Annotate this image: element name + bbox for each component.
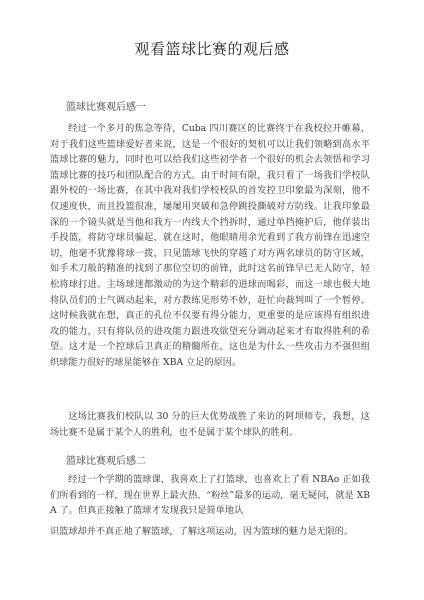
page-title: 观看篮球比赛的观后感	[134, 40, 290, 58]
section1-paragraph-1	[50, 121, 370, 371]
section2-paragraph-1	[50, 472, 370, 519]
paragraph-text: 这场比赛我们校队以 30 分的巨大优势战胜了来访的阿坝师专，我想，这场比赛不是属于某个人的胜利，也不是属于某个球队的胜利。	[50, 411, 370, 438]
section-heading-1: 篮球比赛观后感一	[66, 102, 146, 113]
paragraph-text: 经过一个多月的焦急等待，Cuba 四川赛区的比赛终于在我校拉开帷幕，对于我们这些篮球爱好者来说，这是一个很好的契机可以让我们领略到高水平篮球比赛的魅力，同时也可以给我们这些初学者一个很好的机会去领悟和学习篮球比赛的技巧和团队配合的方式。由于时间有限，我只看了一场我们学校队跟外校的一场比赛，在其中我对我们学校校队的首发控卫印象最为深刻，他不仅速度快，而且投篮很准，屡屡用突破和急停跳投撕破对方防线。让我印象最深的一个镜头就是当他和我方一内线大个挡拆时，通过单挡掩护后，他佯装出手投篮，将防守球员骗起，就在这时，他眼睛用余光看到了我方前锋在迅速空切，他毫不犹豫将球一拨，只见篮球飞快的穿越了对方两名球员的防守区域，如手术刀般的精准的找到了那位空切的前锋，此时这名前锋早已无人防守，轻松将球打进。主场球迷都激动的为这个精彩的进球而喝彩，而这一球也极大地将队员们的士气调动起来，对方教练见形势不妙，赶忙向裁判叫了一个暂停。这时候我就在想，真正的孔位不仅要有得分能力，更重要的是应该得有组织进攻的能力，只有将队员的进攻能力跟进攻欲望充分调动起来才有取得胜利的希望。这才是一个控球后卫真正的精髓所在，这也是为什么一些攻击力不强但组织球能力很好的球星能够在 XBA 立足的原因。	[50, 123, 370, 368]
section-heading-2: 篮球比赛观后感二	[66, 456, 146, 467]
paragraph-text: 识篮球却并不真正地了解篮球，了解这项运动，因为篮球的魅力是无限的。	[50, 526, 354, 537]
section2-paragraph-2	[50, 524, 370, 540]
section1-paragraph-2	[50, 409, 370, 440]
paragraph-text: 经过一个学期的篮球课，我喜欢上了打篮球，也喜欢上了看 NBAo 正如我们所看到的一样，现在世界上最火热、“粉丝”最多的运动，毫无疑问，就是 XBA 了。但真正接触了篮球才发现我只是简单地认	[50, 474, 370, 517]
